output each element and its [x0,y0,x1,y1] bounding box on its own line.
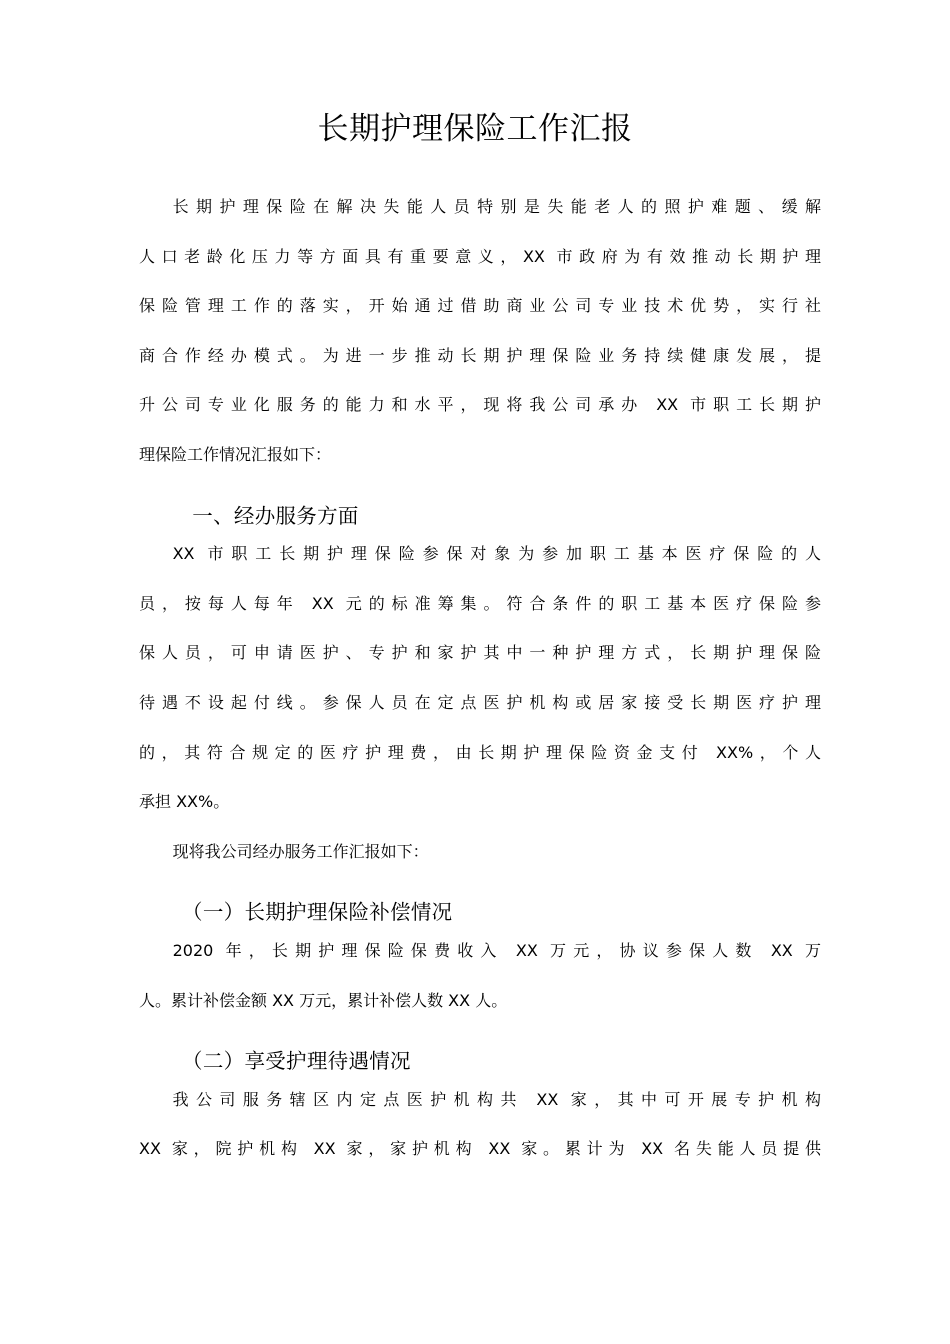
paragraph-compensation [139,938,821,1037]
document-body [139,194,821,1186]
section-heading: 一、经办服务方面 [192,503,359,528]
text-line: 保险管理工作的落实，开始通过借助商业公司专业技术优势，实行社 [139,296,821,316]
text-line: 员，按每人每年 XX 元的标准筹集。符合条件的职工基本医疗保险参 [139,593,821,613]
subsection-heading: （二）享受护理待遇情况 [182,1049,411,1074]
text-line: 现将我公司经办服务工作汇报如下： [172,841,429,861]
text-line: 2020 年，长期护理保险保费收入 XX 万元，协议参保人数 XX 万 [172,940,821,960]
text-line: 人。累计补偿金额 XX 万元，累计补偿人数 XX 人。 [139,990,508,1010]
text-line: XX 市职工长期护理保险参保对象为参加职工基本医疗保险的人 [172,544,821,564]
text-line: 商合作经办模式。为进一步推动长期护理保险业务持续健康发展，提 [139,345,821,365]
paragraph-care-benefits [139,1087,821,1186]
text-line: 长期护理保险在解决失能人员特别是失能老人的照护难题、缓解 [172,197,821,216]
paragraph-report-intro [139,839,821,889]
text-line: 待遇不设起付线。参保人员在定点医护机构或居家接受长期医疗护理 [139,692,821,712]
paragraph-eligibility [139,541,821,839]
text-line: 承担 XX%。 [139,792,230,812]
text-line: 人口老龄化压力等方面具有重要意义，XX 市政府为有效推动长期护理 [139,246,821,266]
paragraph-intro [139,194,821,492]
text-line: 升公司专业化服务的能力和水平，现将我公司承办 XX 市职工长期护 [139,395,821,415]
subsection-heading: （一）长期护理保险补偿情况 [182,900,453,925]
text-line: 保人员，可申请医护、专护和家护其中一种护理方式，长期护理保险 [139,643,821,663]
text-line: XX 家，院护机构 XX 家，家护机构 XX 家。累计为 XX 名失能人员提供 [139,1139,821,1159]
document-title: 长期护理保险工作汇报 [317,111,633,147]
text-line: 我公司服务辖区内定点医护机构共 XX 家，其中可开展专护机构 [172,1089,821,1109]
text-line: 的，其符合规定的医疗护理费，由长期护理保险资金支付 XX%，个人 [139,742,821,762]
text-line: 理保险工作情况汇报如下： [139,444,332,464]
